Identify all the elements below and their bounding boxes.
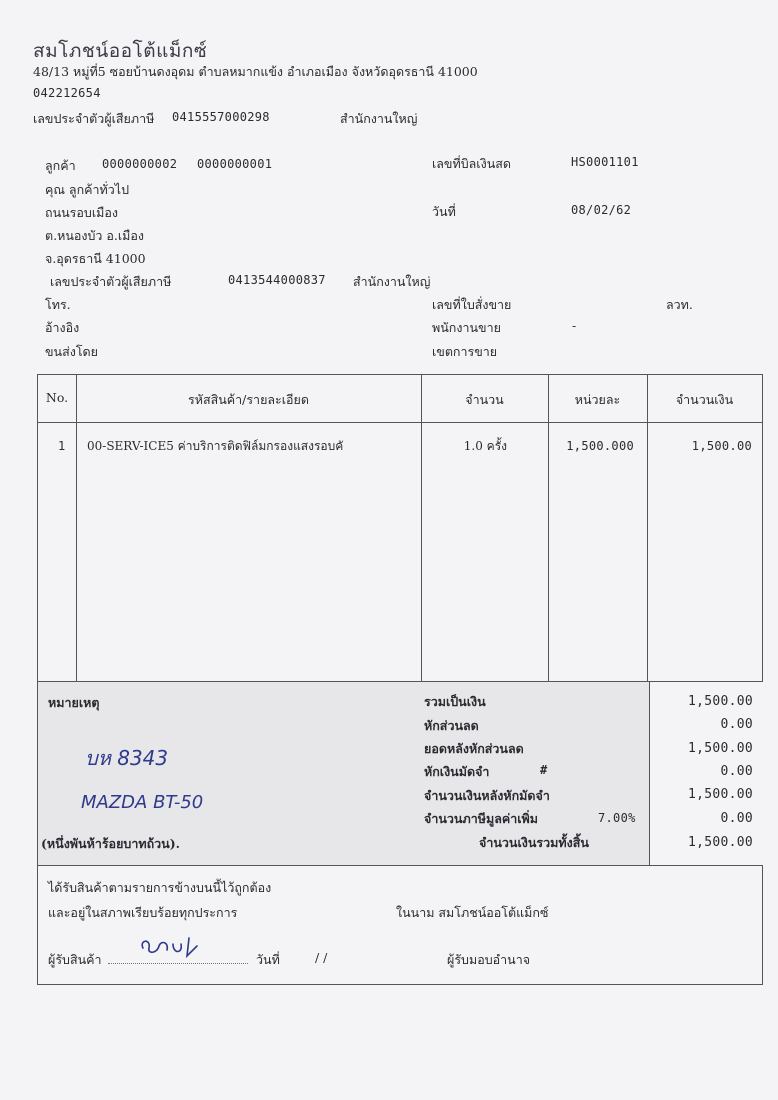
header-no: No. <box>45 390 69 405</box>
customer-ship-label: ขนส่งโดย <box>45 344 98 359</box>
totals-section <box>37 682 763 866</box>
discount-value: 0.00 <box>720 717 753 732</box>
customer-code1: 0000000002 <box>102 157 178 171</box>
after-discount-label: ยอดหลังหักส่วนลด <box>424 741 524 756</box>
bill-no-label: เลขที่บิลเงินสด <box>432 156 511 171</box>
bill-sales-value: - <box>572 318 577 333</box>
receiver-date-slashes: / / <box>315 950 328 965</box>
bill-date-label: วันที่ <box>432 204 456 219</box>
sum-label: รวมเป็นเงิน <box>424 694 486 709</box>
deposit-label: หักเงินมัดจำ <box>424 764 490 779</box>
company-name: สมโภชน์ออโต้แม็กซ์ <box>33 40 208 62</box>
receiver-date-label: วันที่ <box>256 952 280 967</box>
header-amount: จำนวนเงิน <box>675 392 734 407</box>
totals-values-column <box>649 682 763 865</box>
column-divider <box>548 375 549 681</box>
after-deposit-value: 1,500.00 <box>687 787 753 802</box>
items-table <box>37 374 763 682</box>
row-amount: 1,500.00 <box>691 439 752 453</box>
grand-total-value: 1,500.00 <box>687 835 753 850</box>
receipt-line1: ได้รับสินค้าตามรายการข้างบนนี้ไว้ถูกต้อง <box>48 880 272 895</box>
authorized-label: ผู้รับมอบอำนาจ <box>447 952 531 967</box>
bill-order-extra: ลวท. <box>666 297 693 312</box>
customer-name: คุณ ลูกค้าทั่วไป <box>45 182 130 197</box>
bill-sales-label: พนักงานขาย <box>432 320 501 335</box>
company-tax-label: เลขประจำตัวผู้เสียภาษี <box>33 111 155 126</box>
customer-phone-label: โทร. <box>45 297 71 312</box>
column-divider <box>76 375 77 681</box>
sum-value: 1,500.00 <box>687 694 753 709</box>
on-behalf-label: ในนาม สมโภชน์ออโต้แม็กซ์ <box>396 905 549 920</box>
receiver-signature-line <box>108 963 248 964</box>
amount-in-words: (หนึ่งพันห้าร้อยบาทถ้วน). <box>41 836 180 851</box>
column-divider <box>647 375 648 681</box>
after-deposit-label: จำนวนเงินหลังหักมัดจำ <box>424 788 550 803</box>
discount-label: หักส่วนลด <box>424 718 479 733</box>
deposit-value: 0.00 <box>720 764 753 779</box>
customer-address3: จ.อุดรธานี 41000 <box>45 251 146 266</box>
after-discount-value: 1,500.00 <box>687 741 753 756</box>
vat-value: 0.00 <box>720 811 753 826</box>
items-table-header <box>38 375 762 423</box>
row-no: 1 <box>58 439 66 453</box>
deposit-mark: # <box>540 763 548 777</box>
handwritten-car-model: MAZDA BT-50 <box>81 792 204 813</box>
customer-address1: ถนนรอบเมือง <box>45 205 118 220</box>
customer-tax-id: 0413544000837 <box>228 273 326 287</box>
header-quantity: จำนวน <box>465 392 504 407</box>
vat-rate: 7.00% <box>598 811 636 825</box>
company-phone: 042212654 <box>33 86 101 100</box>
receipt-line2: และอยู่ในสภาพเรียบร้อยทุกประการ <box>48 905 238 920</box>
handwritten-plate: บห 8343 <box>85 746 169 770</box>
customer-branch: สำนักงานใหญ่ <box>353 274 431 289</box>
company-address: 48/13 หมู่ที่5 ซอยบ้านดงอุดม ตำบลหมากแข้ง อำเภอเมือง จังหวัดอุดรธานี 41000 <box>33 64 478 79</box>
customer-tax-label: เลขประจำตัวผู้เสียภาษี <box>50 274 172 289</box>
company-branch: สำนักงานใหญ่ <box>340 111 418 126</box>
customer-ref-label: อ้างอิง <box>45 320 80 335</box>
bill-zone-label: เขตการขาย <box>432 344 498 359</box>
row-unit-price: 1,500.000 <box>566 439 634 453</box>
receipt-section <box>37 866 763 985</box>
column-divider <box>421 375 422 681</box>
customer-code2: 0000000001 <box>197 157 273 171</box>
header-description: รหัสสินค้า/รายละเอียด <box>187 392 309 407</box>
grand-total-label: จำนวนเงินรวมทั้งสิ้น <box>479 835 589 850</box>
bill-date: 08/02/62 <box>571 203 632 217</box>
customer-label: ลูกค้า <box>45 158 76 173</box>
receiver-label: ผู้รับสินค้า <box>48 952 102 967</box>
bill-no: HS0001101 <box>571 155 639 169</box>
vat-label: จำนวนภาษีมูลค่าเพิ่ม <box>424 811 538 826</box>
bill-order-label: เลขที่ใบสั่งขาย <box>432 297 512 312</box>
header-unit-price: หน่วยละ <box>574 392 621 407</box>
customer-address2: ต.หนองบัว อ.เมือง <box>45 228 145 243</box>
receiver-signature <box>135 932 215 962</box>
row-quantity: 1.0 ครั้ง <box>463 439 507 453</box>
remark-label: หมายเหตุ <box>48 695 100 710</box>
row-description: 00-SERV-ICE5 ค่าบริการติดฟิล์มกรองแสงรอบคั <box>87 439 344 453</box>
company-tax-id: 0415557000298 <box>172 110 270 124</box>
